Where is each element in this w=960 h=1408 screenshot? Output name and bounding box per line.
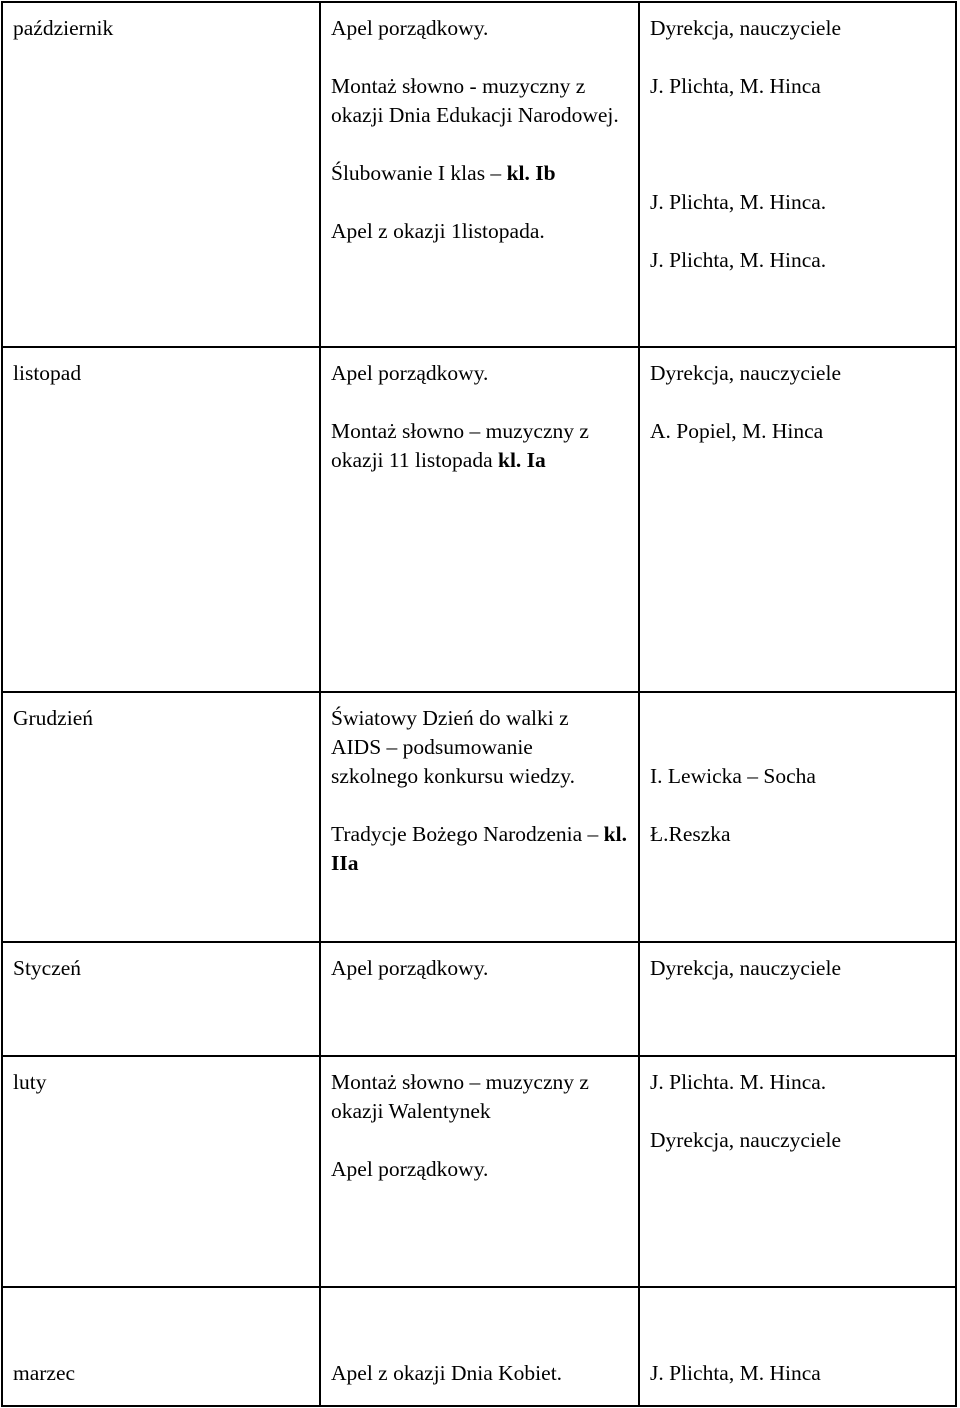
event-cell — [320, 1287, 639, 1406]
responsible-text: I. Lewicka – Socha — [650, 764, 816, 788]
month-cell — [2, 347, 320, 692]
event-schedule-table — [1, 1, 957, 1407]
event-text: Apel porządkowy. — [331, 361, 489, 385]
event-text: Montaż słowno – muzyczny z okazji 11 listopada kl. Ia — [331, 419, 589, 472]
event-text: Ślubowanie I klas – kl. Ib — [331, 161, 556, 185]
month-cell — [2, 1056, 320, 1287]
month-label: październik — [13, 16, 114, 40]
table-row — [2, 1056, 956, 1287]
table-row — [2, 2, 956, 347]
event-text: Apel z okazji Dnia Kobiet. — [331, 1361, 563, 1385]
month-cell — [2, 942, 320, 1056]
responsible-cell — [639, 692, 956, 942]
event-cell — [320, 942, 639, 1056]
responsible-cell — [639, 2, 956, 347]
month-label: Grudzień — [13, 706, 93, 730]
event-cell — [320, 1056, 639, 1287]
month-cell — [2, 1287, 320, 1406]
event-text: Tradycje Bożego Narodzenia – kl. IIa — [331, 822, 627, 875]
event-cell — [320, 2, 639, 347]
table-row — [2, 347, 956, 692]
event-text: Apel z okazji 1listopada. — [331, 219, 545, 243]
responsible-text: J. Plichta, M. Hinca — [650, 74, 821, 98]
responsible-cell — [639, 942, 956, 1056]
responsible-text: A. Popiel, M. Hinca — [650, 419, 824, 443]
event-cell — [320, 347, 639, 692]
month-label: marzec — [13, 1361, 76, 1385]
responsible-text: Dyrekcja, nauczyciele — [650, 956, 841, 980]
event-text: Apel porządkowy. — [331, 956, 489, 980]
responsible-text: J. Plichta, M. Hinca. — [650, 248, 827, 272]
event-cell — [320, 692, 639, 942]
event-text: Montaż słowno – muzyczny z okazji Walentynek — [331, 1070, 589, 1123]
responsible-text: J. Plichta, M. Hinca. — [650, 190, 827, 214]
responsible-text: Dyrekcja, nauczyciele — [650, 361, 841, 385]
month-label: luty — [13, 1070, 47, 1094]
month-cell — [2, 2, 320, 347]
event-text: Montaż słowno - muzyczny z okazji Dnia Edukacji Narodowej. — [331, 74, 619, 127]
month-cell — [2, 692, 320, 942]
event-text: Apel porządkowy. — [331, 16, 489, 40]
event-text: Apel porządkowy. — [331, 1157, 489, 1181]
responsible-text: J. Plichta. M. Hinca. — [650, 1070, 827, 1094]
table-row — [2, 1287, 956, 1406]
class-label: kl. Ia — [497, 448, 546, 472]
responsible-text: Dyrekcja, nauczyciele — [650, 1128, 841, 1152]
responsible-text: J. Plichta, M. Hinca — [650, 1361, 821, 1385]
responsible-text: Dyrekcja, nauczyciele — [650, 16, 841, 40]
table-row — [2, 692, 956, 942]
responsible-cell — [639, 1056, 956, 1287]
month-label: listopad — [13, 361, 82, 385]
month-label: Styczeń — [13, 956, 82, 980]
event-text: Światowy Dzień do walki z AIDS – podsumowanie szkolnego konkursu wiedzy. — [331, 706, 576, 788]
responsible-cell — [639, 1287, 956, 1406]
table-row — [2, 942, 956, 1056]
class-label: kl. IIa — [331, 822, 627, 875]
responsible-text: Ł.Reszka — [650, 822, 731, 846]
class-label: kl. Ib — [506, 161, 556, 185]
responsible-cell — [639, 347, 956, 692]
